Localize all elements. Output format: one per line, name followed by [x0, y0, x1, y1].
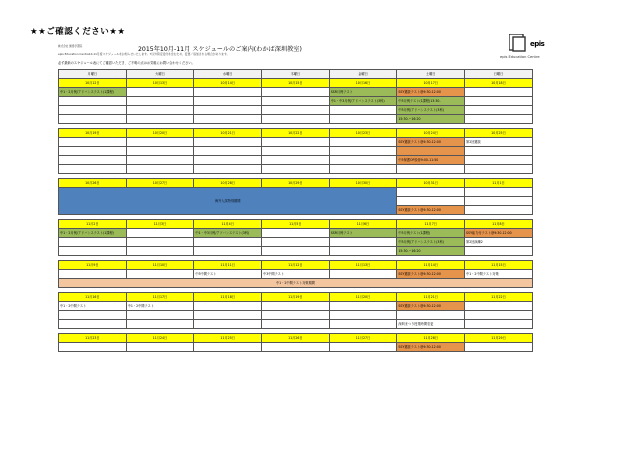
event-cell: 中1・2中間テスト — [126, 302, 194, 311]
event-cell — [465, 106, 533, 115]
event-cell: SSY選抜テスト@9:30-12:00 — [397, 206, 465, 215]
event-cell — [126, 270, 194, 279]
event-cell — [262, 97, 330, 106]
event-cell: 中3中間テスト — [262, 270, 330, 279]
logo-caption: epis Education Centre — [500, 55, 540, 59]
date-cell: 11月3日 — [126, 220, 194, 229]
event-cell — [465, 156, 533, 165]
event-cell — [194, 247, 262, 256]
date-cell: 11月2日 — [59, 220, 127, 229]
date-cell: 11月29日 — [465, 334, 533, 343]
event-cell — [59, 97, 127, 106]
event-cell — [465, 247, 533, 256]
event-cell — [126, 229, 194, 238]
event-cell — [126, 147, 194, 156]
event-cell: SSY選抜テスト@9:30-12:00 — [397, 270, 465, 279]
notice-text: epis Education Centre10-11月度スケジュールをお知らせいたします。7以外質定受付を含むため、変更／追加される場合があります。 — [58, 52, 230, 56]
event-row — [59, 238, 533, 247]
event-cell: 中1・2中間テスト — [59, 302, 127, 311]
event-cell — [126, 238, 194, 247]
event-cell — [59, 165, 127, 174]
event-cell — [126, 138, 194, 147]
overseas-exam-banner: 海外入試特別期間 — [59, 188, 397, 215]
event-row — [59, 279, 533, 288]
page-title: ★★ご確認ください★★ — [30, 27, 126, 37]
date-cell: 10月24日 — [397, 129, 465, 138]
date-cell: 10月19日 — [59, 129, 127, 138]
weekday-tue: 火曜日 — [126, 70, 194, 79]
event-cell — [397, 311, 465, 320]
date-cell: 11月14日 — [397, 261, 465, 270]
date-cell: 10月22日 — [262, 129, 330, 138]
event-cell — [126, 343, 194, 352]
event-cell — [59, 270, 127, 279]
date-cell: 10月27日 — [126, 179, 194, 188]
event-cell: 中3保護OP説@9:00-11:50 — [397, 156, 465, 165]
event-cell — [465, 88, 533, 97]
event-cell — [59, 247, 127, 256]
event-row — [59, 247, 533, 256]
event-cell — [397, 165, 465, 174]
event-cell — [262, 115, 330, 124]
event-cell — [59, 343, 127, 352]
event-cell — [59, 238, 127, 247]
date-cell: 11月22日 — [465, 293, 533, 302]
event-cell — [126, 156, 194, 165]
event-cell — [194, 343, 262, 352]
event-cell — [194, 238, 262, 247]
date-row — [59, 334, 533, 343]
event-cell — [194, 138, 262, 147]
event-cell — [329, 343, 397, 352]
event-cell — [126, 165, 194, 174]
event-cell: 中1・中3月例/アドバンステスト(3科) — [329, 97, 397, 106]
event-row — [59, 147, 533, 156]
date-cell: 11月12日 — [262, 261, 330, 270]
date-row — [59, 179, 533, 188]
event-cell: 中3月例/アドバンステスト(3科) — [397, 106, 465, 115]
event-cell — [329, 165, 397, 174]
event-cell: 15:30-~16:20 — [397, 247, 465, 256]
event-cell: SSR月例テスト — [329, 88, 397, 97]
date-cell: 10月14日 — [194, 79, 262, 88]
event-cell — [465, 302, 533, 311]
date-cell: 11月5日 — [262, 220, 330, 229]
event-cell: SSY選抜テスト@9:30-12:00 — [397, 138, 465, 147]
event-row — [59, 138, 533, 147]
event-cell — [59, 320, 127, 329]
event-cell — [126, 115, 194, 124]
event-cell — [262, 106, 330, 115]
weekday-thu: 木曜日 — [262, 70, 330, 79]
date-cell: 11月16日 — [59, 293, 127, 302]
date-cell: 10月26日 — [59, 179, 127, 188]
date-row — [59, 220, 533, 229]
date-cell: 10月20日 — [126, 129, 194, 138]
date-cell: 10月13日 — [126, 79, 194, 88]
event-cell: 中1・中3月例/アドバンステスト(3科) — [194, 229, 262, 238]
event-cell: 第2回演練2 — [465, 238, 533, 247]
event-row — [59, 165, 533, 174]
event-cell — [465, 197, 533, 206]
company-name: 株式会社 練馬学習院 — [58, 45, 83, 48]
date-cell: 11月24日 — [126, 334, 194, 343]
event-cell — [194, 97, 262, 106]
event-cell: 中3月例/アドバンステスト(3科) — [397, 238, 465, 247]
schedule-title: 2015年10月-11月 スケジュールのご案内(わかば深圳教室) — [138, 46, 302, 53]
event-cell — [329, 147, 397, 156]
date-cell: 11月25日 — [194, 334, 262, 343]
event-cell — [126, 97, 194, 106]
event-row — [59, 115, 533, 124]
event-cell — [465, 343, 533, 352]
event-cell — [194, 302, 262, 311]
event-cell — [329, 247, 397, 256]
date-cell: 10月16日 — [329, 79, 397, 88]
event-cell — [465, 147, 533, 156]
event-cell — [59, 115, 127, 124]
date-row — [59, 261, 533, 270]
date-cell: 11月26日 — [262, 334, 330, 343]
event-cell — [194, 165, 262, 174]
event-cell: 中1・2月例/アドバンステスト(1課程) — [59, 229, 127, 238]
event-cell — [465, 206, 533, 215]
event-cell: SSY選抜テスト@9:30-12:00 — [397, 88, 465, 97]
event-cell — [262, 88, 330, 97]
event-cell — [262, 138, 330, 147]
event-cell — [262, 156, 330, 165]
event-cell — [397, 147, 465, 156]
date-cell: 11月27日 — [329, 334, 397, 343]
event-cell — [262, 302, 330, 311]
event-cell — [262, 238, 330, 247]
event-cell — [329, 106, 397, 115]
logo-mark-icon — [509, 34, 529, 52]
event-row — [59, 343, 533, 352]
event-cell — [329, 238, 397, 247]
date-row — [59, 79, 533, 88]
event-cell — [194, 311, 262, 320]
logo-word: epis — [530, 40, 545, 48]
event-cell — [59, 138, 127, 147]
event-cell: SSY能力付テスト@9:30-12:00 — [465, 229, 533, 238]
weekday-mon: 月曜日 — [59, 70, 127, 79]
date-cell: 10月21日 — [194, 129, 262, 138]
event-cell — [465, 320, 533, 329]
event-cell — [262, 311, 330, 320]
date-row — [59, 129, 533, 138]
date-cell: 11月7日 — [397, 220, 465, 229]
weekday-header-row — [59, 70, 533, 79]
event-cell — [329, 138, 397, 147]
date-cell: 11月9日 — [59, 261, 127, 270]
event-cell — [126, 311, 194, 320]
event-row — [59, 97, 533, 106]
date-cell: 10月18日 — [465, 79, 533, 88]
date-cell: 10月28日 — [194, 179, 262, 188]
event-cell — [194, 320, 262, 329]
date-cell: 10月25日 — [465, 129, 533, 138]
date-cell: 10月31日 — [397, 179, 465, 188]
date-cell: 11月15日 — [465, 261, 533, 270]
event-cell — [465, 165, 533, 174]
date-cell: 11月17日 — [126, 293, 194, 302]
date-cell: 10月15日 — [262, 79, 330, 88]
event-cell — [126, 247, 194, 256]
event-row — [59, 229, 533, 238]
event-row — [59, 320, 533, 329]
event-cell: 中3中間テスト — [194, 270, 262, 279]
event-row — [59, 88, 533, 97]
date-cell: 11月11日 — [194, 261, 262, 270]
event-cell — [465, 188, 533, 197]
event-cell: 深圳まつり授業時間変更 — [397, 320, 465, 329]
event-cell — [59, 156, 127, 165]
event-cell: 第2回選抜 — [465, 138, 533, 147]
notice-text-2: 必ず最新のスケジュール表にてご確認いただき、ご不明の点はお気軽にお問い合わせください。 — [58, 61, 195, 65]
event-row — [59, 311, 533, 320]
epis-logo — [500, 34, 580, 66]
date-cell: 10月29日 — [262, 179, 330, 188]
event-cell: SSY選抜テスト@9:30-12:00 — [397, 343, 465, 352]
event-cell — [329, 156, 397, 165]
event-cell — [262, 229, 330, 238]
event-cell — [194, 156, 262, 165]
date-cell: 10月17日 — [397, 79, 465, 88]
event-row — [59, 188, 533, 197]
event-cell: SSR月例テスト — [329, 229, 397, 238]
schedule-table — [58, 69, 533, 352]
event-cell — [329, 270, 397, 279]
date-cell: 11月28日 — [397, 334, 465, 343]
event-cell — [194, 115, 262, 124]
event-cell — [194, 88, 262, 97]
event-cell: 中1・2中間テスト対策 — [465, 270, 533, 279]
date-cell: 11月10日 — [126, 261, 194, 270]
event-cell — [194, 106, 262, 115]
event-cell — [194, 147, 262, 156]
date-cell: 11月6日 — [329, 220, 397, 229]
event-row — [59, 156, 533, 165]
date-cell: 11月19日 — [262, 293, 330, 302]
event-cell — [262, 320, 330, 329]
weekday-sat: 土曜日 — [397, 70, 465, 79]
date-cell: 11月4日 — [194, 220, 262, 229]
event-cell — [329, 311, 397, 320]
event-cell — [262, 247, 330, 256]
event-cell — [329, 320, 397, 329]
date-cell: 11月23日 — [59, 334, 127, 343]
event-cell: 中3月例テスト(1課程) — [397, 229, 465, 238]
event-cell — [465, 115, 533, 124]
date-cell: 11月21日 — [397, 293, 465, 302]
date-cell: 10月30日 — [329, 179, 397, 188]
event-cell — [126, 106, 194, 115]
event-cell — [59, 147, 127, 156]
event-cell — [126, 88, 194, 97]
event-row — [59, 302, 533, 311]
date-row — [59, 293, 533, 302]
date-cell: 10月23日 — [329, 129, 397, 138]
weekday-fri: 金曜日 — [329, 70, 397, 79]
event-cell: 中1・2月例/アドバンステスト(1課程) — [59, 88, 127, 97]
event-cell — [262, 165, 330, 174]
event-cell — [262, 343, 330, 352]
event-cell — [465, 97, 533, 106]
date-cell: 11月13日 — [329, 261, 397, 270]
weekday-sun: 日曜日 — [465, 70, 533, 79]
date-cell: 11月8日 — [465, 220, 533, 229]
event-cell — [262, 147, 330, 156]
date-cell: 11月1日 — [465, 179, 533, 188]
weekday-wed: 水曜日 — [194, 70, 262, 79]
event-cell — [329, 302, 397, 311]
event-cell — [397, 197, 465, 206]
midterm-prep-banner: 中1・2中間テスト対策期間 — [59, 279, 533, 288]
date-cell: 11月18日 — [194, 293, 262, 302]
event-cell — [59, 106, 127, 115]
event-cell — [329, 115, 397, 124]
event-row — [59, 270, 533, 279]
event-row — [59, 106, 533, 115]
event-cell — [126, 320, 194, 329]
event-cell — [59, 311, 127, 320]
event-cell — [397, 188, 465, 197]
event-cell: SSY選抜テスト@9:30-12:00 — [397, 302, 465, 311]
event-cell: 中3月例テスト(1課程)13:30- — [397, 97, 465, 106]
event-cell — [465, 311, 533, 320]
date-cell: 10月12日 — [59, 79, 127, 88]
event-cell: 15:30-~16:20 — [397, 115, 465, 124]
date-cell: 11月20日 — [329, 293, 397, 302]
